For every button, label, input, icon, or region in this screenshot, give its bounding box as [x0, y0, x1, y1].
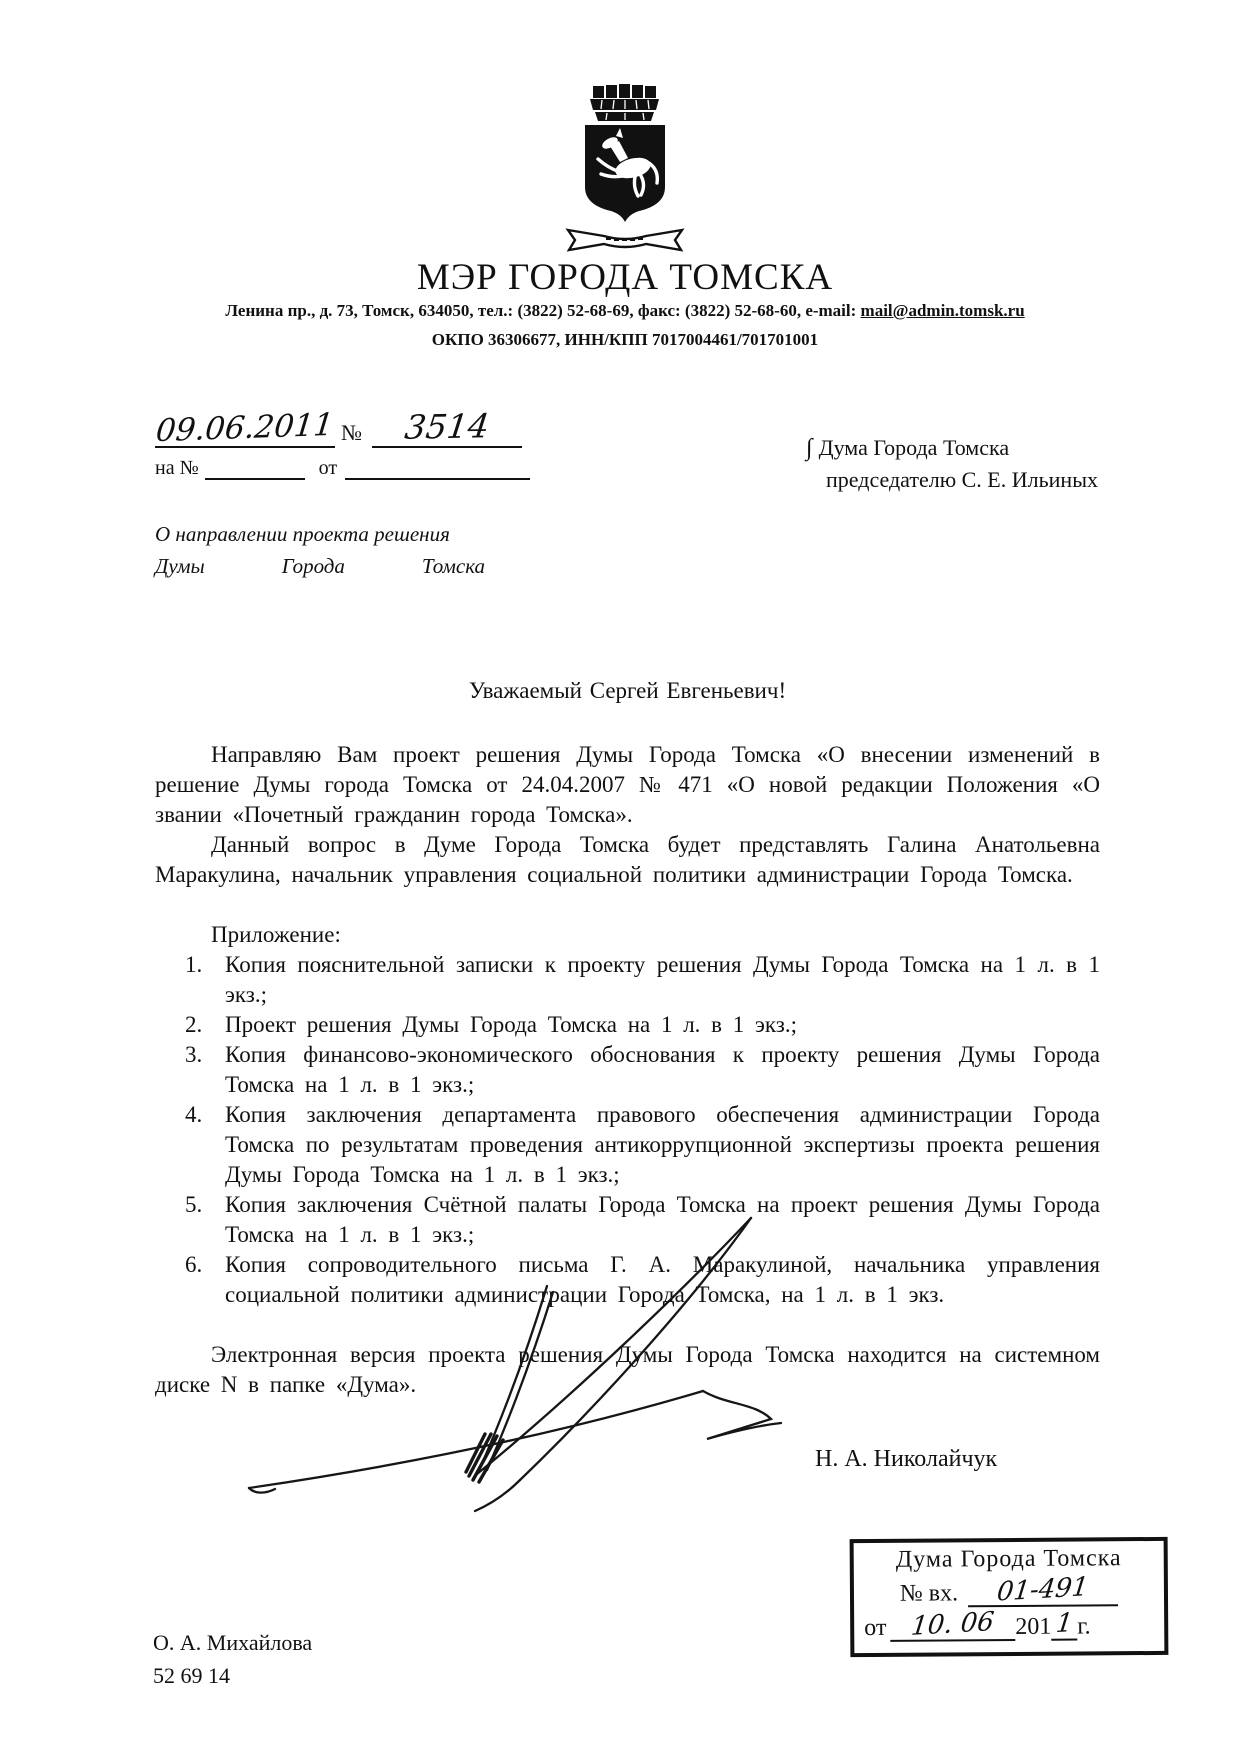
reference-row-reply [155, 452, 555, 480]
recipient-person: председателю С. Е. Ильиных [826, 467, 1098, 492]
reply-date-field [345, 478, 530, 480]
outgoing-number-handwritten: 3514 [402, 406, 492, 447]
recipient-line1 [806, 432, 1098, 464]
signer-name: Н. А. Николайчук [815, 1446, 998, 1472]
recipient-block [806, 432, 1098, 495]
reply-number-label: на № [155, 457, 199, 479]
executor-name: О. А. Михайлова [153, 1630, 313, 1655]
attachment-item: Копия заключения департамента правового обеспечения администрации Города Томска по результатам проведения антикоррупционной экспертизы проекта решения Думы Города Томска на 1 л. в 1 экз.; [225, 1102, 1100, 1187]
stamp-year-printed: 201 [1015, 1613, 1052, 1640]
recipient-org: Дума Города Томска [818, 435, 1010, 460]
number-sign: № [341, 420, 362, 445]
stamp-number-label: № вх. [899, 1580, 959, 1607]
subject-block [155, 518, 485, 582]
stamp-date-handwritten: 10. 06 [909, 1606, 996, 1642]
subject-line2: Думы Города Томска [155, 554, 485, 578]
attachments-label: Приложение: [211, 922, 341, 947]
incoming-registration-stamp [850, 1537, 1169, 1657]
org-address-text: Ленина пр., д. 73, Томск, 634050, тел.: (3822) 52-68-69, факс: (3822) 52-68-60, e-mail: [225, 301, 861, 320]
stamp-number-row [864, 1571, 1154, 1608]
reply-date-label: от [318, 457, 338, 479]
executor-block [153, 1626, 312, 1692]
subject-line1: О направлении проекта решения [155, 522, 450, 546]
outgoing-date-field [154, 406, 336, 450]
org-codes-line: ОКПО 36306677, ИНН/КПП 7017004461/701701001 [431, 330, 819, 349]
reference-row-outgoing [155, 398, 555, 448]
stamp-date-label: от [864, 1614, 887, 1642]
stamp-date-field [890, 1606, 1015, 1642]
closing-paragraph: Электронная версия проекта решения Думы Города Томска находится на системном диске N в папке «Дума». [155, 1342, 1100, 1397]
letter-body [155, 676, 1100, 1423]
attachment-item: Копия пояснительной записки к проекту решения Думы Города Томска на 1 л. в 1 экз.; [225, 952, 1100, 1007]
paragraph-2: Данный вопрос в Думе Города Томска будет представлять Галина Анатольевна Маракулина, начальник управления социальной политики администрации Города Томска. [155, 832, 1100, 887]
stamp-number-field [968, 1571, 1118, 1608]
org-title: МЭР ГОРОДА ТОМСКА [416, 257, 834, 298]
reply-number-field [205, 478, 305, 480]
org-address-line [0, 301, 1250, 321]
executor-phone: 52 69 14 [153, 1663, 230, 1688]
reference-block [155, 398, 555, 480]
stamp-date-row [864, 1608, 1154, 1642]
attachments-list [155, 950, 1100, 1310]
attachment-item: Копия финансово-экономического обоснования к проекту решения Думы Города Томска на 1 л. в 1 экз.; [225, 1042, 1100, 1097]
outgoing-number-field [372, 407, 522, 448]
org-email: mail@admin.tomsk.ru [860, 301, 1025, 320]
stamp-year-field [1051, 1609, 1077, 1641]
tomsk-coat-of-arms-icon [540, 84, 710, 271]
stamp-org-name: Дума Города Томска [895, 1545, 1122, 1573]
attachment-item: Проект решения Думы Города Томска на 1 л. в 1 экз.; [225, 1012, 798, 1037]
attachment-item: Копия сопроводительного письма Г. А. Маракулиной, начальника управления социальной политики администрации Города Томска, на 1 л. в 1 экз. [225, 1252, 1100, 1307]
checkmark-stroke-icon: ∫ [806, 435, 813, 461]
stamp-year-handwritten: 1 [1054, 1607, 1075, 1640]
stamp-year-suffix: г. [1077, 1613, 1091, 1640]
attachment-item: Копия заключения Счётной палаты Города Томска на проект решения Думы Города Томска на 1 л. в 1 экз.; [225, 1192, 1100, 1247]
outgoing-date-handwritten: 09.06.2011 [154, 406, 336, 450]
salutation: Уважаемый Сергей Евгеньевич! [468, 678, 787, 703]
paragraph-1: Направляю Вам проект решения Думы Города Томска «О внесении изменений в решение Думы города Томска от 24.04.2007 № 471 «О новой редакции Положения «О звании «Почетный гражданин города Томска». [155, 742, 1100, 827]
stamp-number-handwritten: 01-491 [995, 1571, 1091, 1608]
